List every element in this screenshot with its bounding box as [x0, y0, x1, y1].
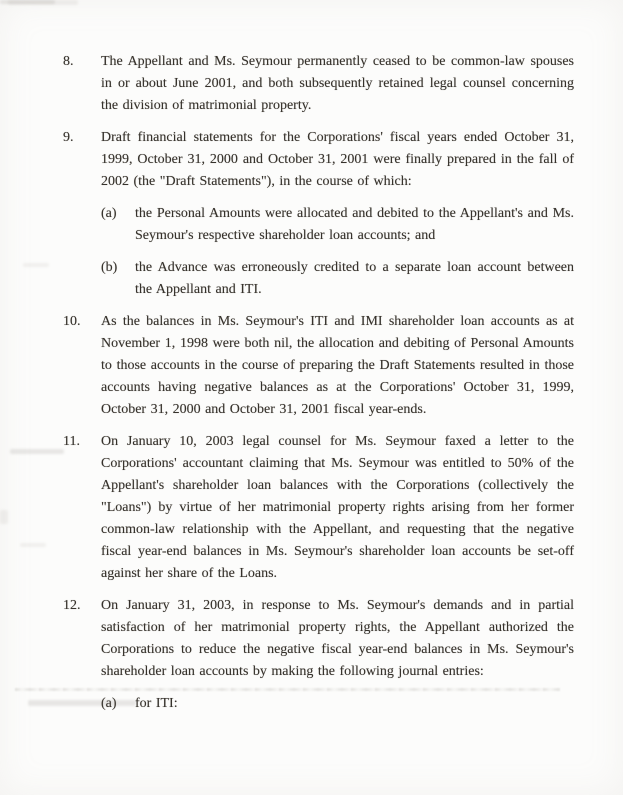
paragraph-11-number: 11. [63, 434, 80, 449]
paragraph-10 [63, 311, 574, 421]
paragraph-9-body [101, 127, 574, 301]
paragraph-9-number: 9. [63, 130, 74, 145]
scan-smudge [20, 543, 46, 547]
paragraph-8-number: 8. [63, 54, 74, 69]
paragraph-11 [63, 431, 574, 585]
paragraph-10-body [101, 311, 574, 421]
scan-smudge [8, 0, 78, 5]
document-content [63, 51, 574, 725]
paragraph-8-body [101, 51, 574, 117]
paragraph-9-subitem-b [101, 257, 574, 301]
paragraph-12-number: 12. [63, 598, 81, 613]
paragraph-12-subitem-a-label: (a) [101, 696, 117, 711]
paragraph-9-text: Draft financial statements for the Corporations' fiscal years ended October 31, 1999, October 31, 2000 and October 31, 2001 were finally prepared in the fall of 2002 (the "Draft Statements"), in the course of which: [101, 130, 574, 189]
scan-smudge [0, 510, 8, 524]
paragraph-12-subitem-a [101, 693, 574, 715]
paragraph-11-body [101, 431, 574, 585]
scan-smudge [23, 263, 49, 267]
scan-smudge [10, 449, 64, 454]
paragraph-9 [63, 127, 574, 301]
scan-smudge [0, 0, 55, 4]
paragraph-9-subitem-b-label: (b) [101, 260, 118, 275]
paragraph-11-text: On January 10, 2003 legal counsel for Ms. Seymour faxed a letter to the Corporations' accountant claiming that Ms. Seymour was entitled to 50% of the Appellant's shareholder loan balances with the Corporations (collectively the "Loans") by virtue of her matrimonial property rights arising from her former common-law relationship with the Appellant, and requesting that the negative fiscal year-end balances in Ms. Seymour's shareholder loan accounts be set-off against her share of the Loans. [101, 434, 574, 581]
paragraph-9-subitem-a-label: (a) [101, 206, 117, 221]
paragraph-8 [63, 51, 574, 117]
paragraph-8-text: The Appellant and Ms. Seymour permanently ceased to be common-law spouses in or about June 2001, and both subsequently retained legal counsel concerning the division of matrimonial property. [101, 54, 574, 113]
paragraph-10-number: 10. [63, 314, 81, 329]
paragraph-9-subitem-a [101, 203, 574, 247]
paragraph-12 [63, 595, 574, 715]
paragraph-12-subitem-a-text: for ITI: [135, 696, 178, 711]
paragraph-12-body [101, 595, 574, 715]
paragraph-9-subitem-a-text: the Personal Amounts were allocated and debited to the Appellant's and Ms. Seymour's respective shareholder loan accounts; and [135, 206, 574, 243]
paragraph-12-text: On January 31, 2003, in response to Ms. Seymour's demands and in partial satisfaction of her matrimonial property rights, the Appellant authorized the Corporations to reduce the negative fiscal year-end balances in Ms. Seymour's shareholder loan accounts by making the following journal entries: [101, 598, 574, 679]
paragraph-10-text: As the balances in Ms. Seymour's ITI and IMI shareholder loan accounts as at November 1, 1998 were both nil, the allocation and debiting of Personal Amounts to those accounts in the course of preparing the Draft Statements resulted in those accounts having negative balances as at the Corporations' October 31, 1999, October 31, 2000 and October 31, 2001 fiscal year-ends. [101, 314, 574, 417]
paragraph-9-subitem-b-text: the Advance was erroneously credited to a separate loan account between the Appellant and ITI. [135, 260, 574, 297]
